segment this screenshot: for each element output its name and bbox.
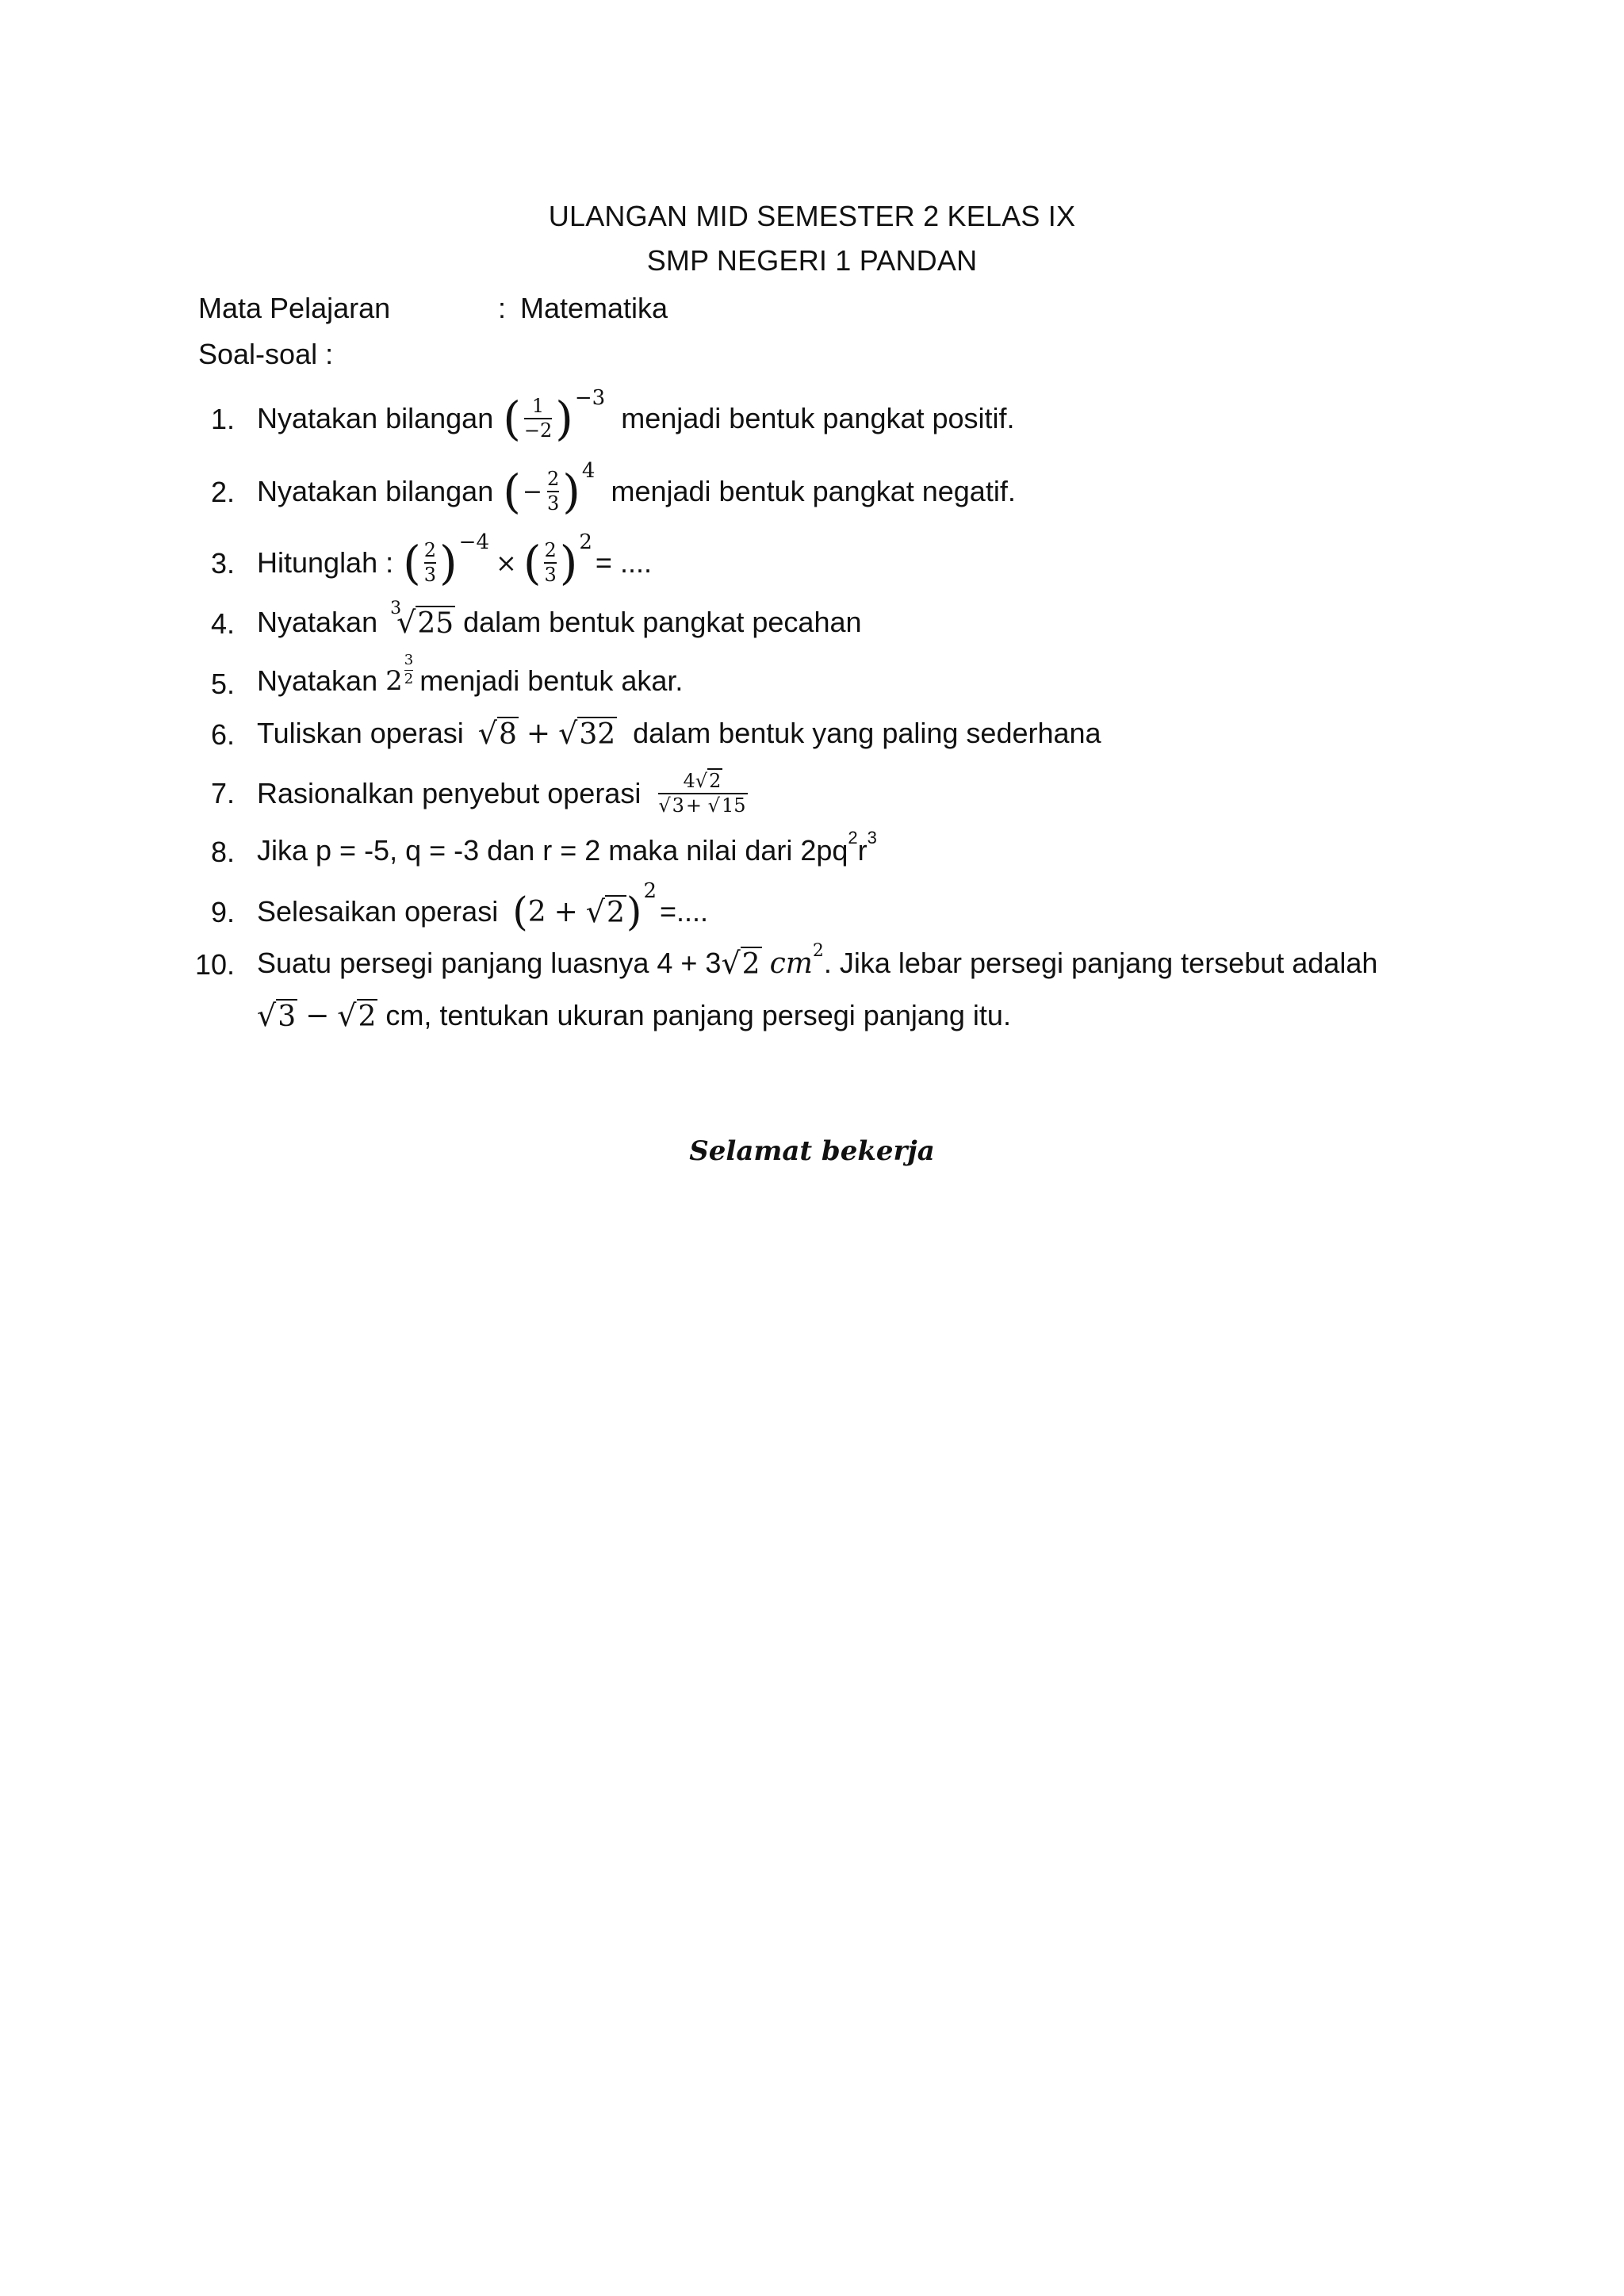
question-number: 7.	[210, 777, 235, 809]
exponent: −4	[458, 530, 489, 554]
term: 2	[527, 895, 546, 928]
question-text-end: menjadi bentuk pangkat positif.	[621, 402, 1015, 434]
question-8	[257, 825, 877, 877]
question-text: Nyatakan	[257, 664, 378, 697]
question-10-line-2	[257, 989, 1011, 1042]
root-sign: √	[721, 946, 741, 981]
question-number: 2.	[210, 476, 235, 508]
right-paren: )	[439, 536, 458, 590]
fraction: $\frac{1}{-2}$	[523, 394, 553, 442]
multiply-sign: ×	[496, 548, 517, 578]
question-text: Rasionalkan penyebut operasi	[257, 777, 642, 809]
exponent: −3	[574, 386, 606, 410]
left-paren: (	[523, 536, 542, 590]
base: 2	[385, 665, 403, 697]
exponent: 4	[581, 459, 596, 483]
question-10	[257, 937, 1377, 989]
root-index: 3	[390, 598, 402, 618]
question-number: 8.	[210, 836, 235, 868]
question-number: 9.	[210, 896, 235, 928]
question-text-middle: . Jika lebar persegi panjang tersebut adalah	[823, 947, 1378, 979]
left-paren: (	[512, 889, 528, 935]
variable-r: r	[857, 834, 868, 867]
question-text-end: = ....	[595, 546, 652, 579]
question-3	[257, 531, 652, 595]
plus-sign: +	[526, 717, 551, 750]
question-text: Nyatakan bilangan	[257, 475, 494, 507]
radicand: 2	[358, 1000, 377, 1033]
question-text-end: =....	[659, 895, 709, 928]
question-number: 5.	[210, 668, 235, 700]
question-number: 1.	[210, 403, 235, 435]
exponent: 2	[643, 879, 657, 903]
school-name: SMP NEGERI 1 PANDAN	[646, 244, 978, 277]
question-2	[257, 460, 1016, 523]
question-text-end: cm, tentukan ukuran panjang persegi panjang itu.	[385, 999, 1011, 1031]
plus-sign: +	[553, 895, 578, 928]
exponent: 3	[867, 828, 877, 848]
root-sign: √	[257, 998, 277, 1033]
root-sign: √	[337, 998, 357, 1033]
unit: cm	[769, 947, 813, 980]
question-text-end: menjadi bentuk pangkat negatif.	[611, 475, 1016, 507]
minus-sign: −	[305, 999, 330, 1032]
right-paren: )	[626, 889, 642, 935]
question-4	[257, 596, 862, 649]
question-5	[257, 650, 683, 712]
question-text-end: dalam bentuk pangkat pecahan	[463, 606, 862, 638]
question-text: Jika p = -5, q = -3 dan r = 2 maka nilai dari 2pq	[257, 834, 848, 867]
fractional-exponent: $\frac{3}{2}$	[404, 651, 414, 687]
question-text: Hitunglah :	[257, 546, 394, 579]
fraction: $\frac{2}{3}$	[423, 538, 437, 586]
question-9	[257, 880, 708, 943]
radical-fraction: $\frac{4√2}{√3+ √15}$	[658, 769, 746, 817]
right-paren: )	[555, 392, 573, 446]
left-paren: (	[503, 465, 521, 519]
root-sign: √	[477, 716, 498, 751]
exponent: 2	[848, 828, 858, 848]
question-text: Nyatakan	[257, 606, 378, 638]
closing-note: Selamat bekerja	[689, 1135, 935, 1167]
question-number: 4.	[210, 607, 235, 640]
radicand: 2	[741, 947, 760, 981]
root-sign: √	[558, 716, 578, 751]
radicand: 8	[499, 718, 517, 751]
exponent: 2	[579, 530, 592, 554]
minus-sign: −	[522, 477, 542, 506]
right-paren: )	[559, 536, 578, 590]
radicand: 32	[579, 718, 616, 751]
questions-label: Soal-soal :	[198, 338, 334, 370]
root-sign: √	[396, 605, 416, 640]
subject-value: Matematika	[520, 292, 668, 324]
question-text: Selesaikan operasi	[257, 895, 499, 928]
left-paren: (	[403, 536, 421, 590]
question-number: 6.	[210, 718, 235, 751]
question-number: 10.	[194, 948, 235, 981]
radicand: 2	[607, 896, 625, 929]
question-text: Suatu persegi panjang luasnya 4 + 3	[257, 947, 722, 979]
fraction: $\frac{2}{3}$	[547, 467, 560, 515]
question-number: 3.	[210, 547, 235, 580]
question-text: Tuliskan operasi	[257, 717, 464, 749]
question-text-end: dalam bentuk yang paling sederhana	[633, 717, 1101, 749]
question-text: Nyatakan bilangan	[257, 402, 494, 434]
unit-exponent: 2	[812, 940, 824, 961]
root-sign: √	[585, 894, 606, 929]
subject-label: Mata Pelajaran	[198, 292, 391, 324]
right-paren: )	[562, 465, 580, 519]
radicand: 3	[278, 1000, 297, 1033]
left-paren: (	[503, 392, 521, 446]
fraction: $\frac{2}{3}$	[544, 538, 557, 586]
exam-title: ULANGAN MID SEMESTER 2 KELAS IX	[548, 200, 1076, 232]
question-6	[257, 707, 1101, 760]
subject-separator: :	[498, 292, 507, 324]
radicand: 25	[417, 607, 454, 640]
question-7	[257, 761, 751, 826]
question-text-end: menjadi bentuk akar.	[419, 664, 684, 697]
question-1	[257, 387, 1015, 450]
